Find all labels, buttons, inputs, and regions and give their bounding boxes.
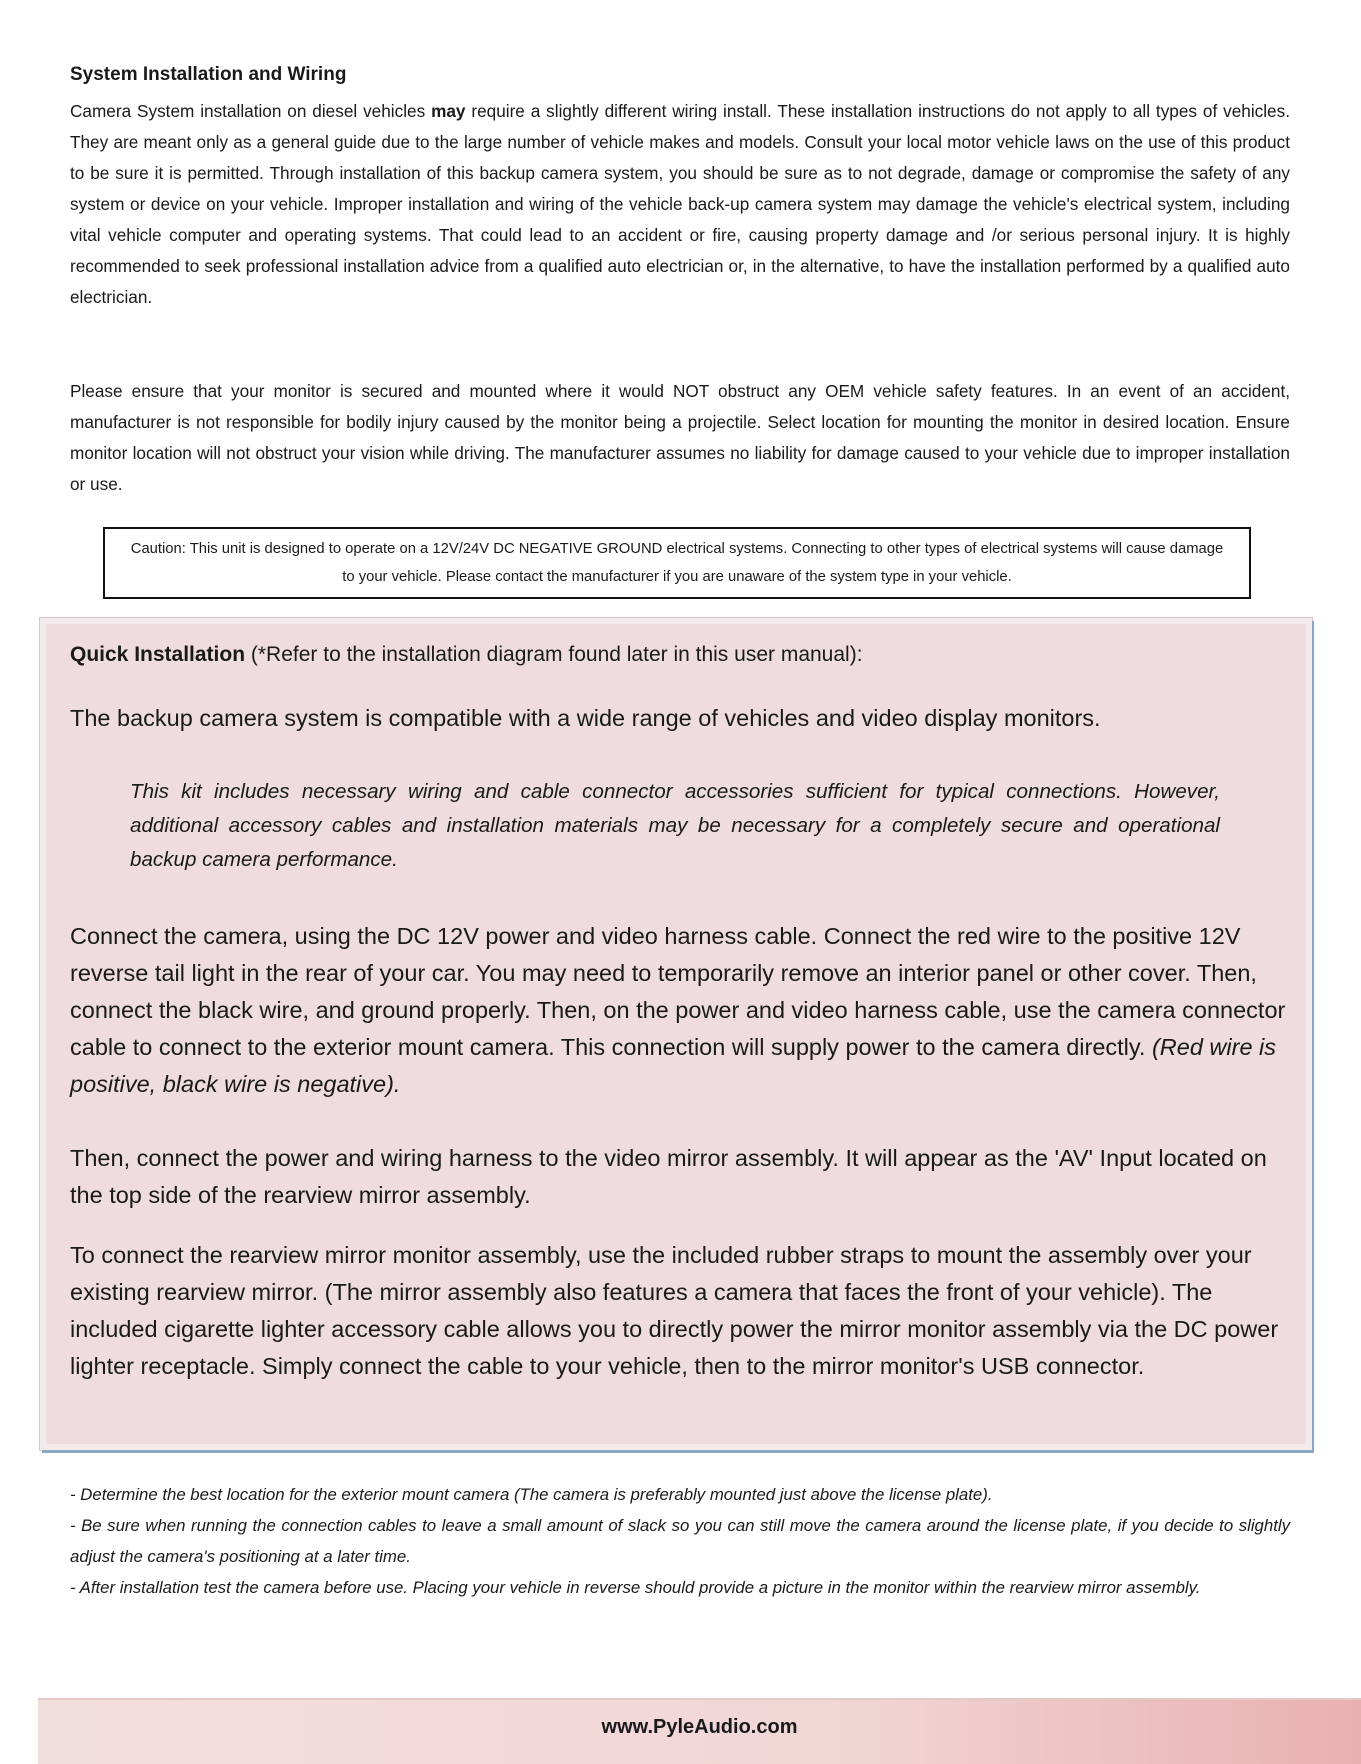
p1-bold-may: may xyxy=(431,101,466,121)
compatibility-statement: The backup camera system is compatible with a wide range of vehicles and video display monitors. xyxy=(70,705,1101,731)
section-title: System Installation and Wiring xyxy=(70,64,347,85)
quick-installation-subtitle: (*Refer to the installation diagram found later in this user manual): xyxy=(245,643,863,666)
connect-camera-text: Connect the camera, using the DC 12V power and video harness cable. Connect the red wire to the positive 12V reverse tail light in the rear of your car. You may need to temporarily remove an interior panel or other cover. Then, connect the black wire, and ground properly. Then, on the power and video harness cable, use the camera connector cable to connect to the exterior mount camera. This connection will supply power to the camera directly. xyxy=(70,923,1286,1060)
installation-tips xyxy=(70,1479,1290,1603)
mirror-monitor-paragraph: To connect the rearview mirror monitor assembly, use the included rubber straps to mount the assembly over your existing rearview mirror. (The mirror assembly also features a camera that faces the front of your vehicle). The included cigarette lighter accessory cable allows you to directly power the mirror monitor assembly via the DC power lighter receptacle. Simply connect the cable to your vehicle, then to the mirror monitor's USB connector. xyxy=(70,1242,1279,1379)
wire-polarity-note: (Red wire is positive, black wire is negative). xyxy=(70,1034,1277,1097)
caution-text: Caution: This unit is designed to operate on a 12V/24V DC NEGATIVE GROUND electrical systems. Connecting to other types of electrical systems will cause damage to your vehicle. Please contact the manufacturer if you are unaware of the system type in your vehicle. xyxy=(130,541,1224,585)
tip-item: - After installation test the camera before use. Placing your vehicle in reverse should provide a picture in the monitor within the rearview mirror assembly. xyxy=(70,1578,1201,1597)
connect-harness-paragraph: Then, connect the power and wiring harness to the video mirror assembly. It will appear as the 'AV' Input located on the top side of the rearview mirror assembly. xyxy=(70,1145,1267,1208)
quick-installation-title: Quick Installation xyxy=(70,643,246,666)
footer-website-link[interactable]: www.PyleAudio.com xyxy=(601,1716,798,1738)
installation-warning-paragraph xyxy=(70,96,1290,313)
kit-includes-note: This kit includes necessary wiring and cable connector accessories sufficient for typical connections. However, additional accessory cables and installation materials may be necessary for a completely secure and operational backup camera performance. xyxy=(130,780,1220,871)
monitor-mounting-paragraph: Please ensure that your monitor is secured and mounted where it would NOT obstruct any OEM vehicle safety features. In an event of an accident, manufacturer is not responsible for bodily injury caused by the monitor being a projectile. Select location for mounting the monitor in desired location. Ensure monitor location will not obstruct your vision while driving. The manufacturer assumes no liability for damage caused to your vehicle due to improper installation or use. xyxy=(70,381,1290,494)
tip-item: - Be sure when running the connection cables to leave a small amount of slack so you can still move the camera around the license plate, if you decide to slightly adjust the camera's positioning at a later time. xyxy=(70,1516,1290,1566)
connect-camera-paragraph xyxy=(70,918,1292,1103)
p1-text-start: Camera System installation on diesel vehicles xyxy=(70,101,432,121)
caution-box xyxy=(103,527,1251,599)
tip-item: - Determine the best location for the exterior mount camera (The camera is preferably mounted just above the license plate). xyxy=(70,1485,993,1504)
p1-text-rest: require a slightly different wiring install. These installation instructions do not apply to all types of vehicles. They are meant only as a general guide due to the large number of vehicle makes and models. Consult your local motor vehicle laws on the use of this product to be sure it is permitted. Through installation of this backup camera system, you should be sure as to not degrade, damage or compromise the safety of any system or device on your vehicle. Improper installation and wiring of the vehicle back-up camera system may damage the vehicle's electrical system, including vital vehicle computer and operating systems. That could lead to an accident or fire, causing property damage and /or serious personal injury. It is highly recommended to seek professional installation advice from a qualified auto electrician or, in the alternative, to have the installation performed by a qualified auto electrician. xyxy=(70,101,1290,307)
page-footer xyxy=(38,1698,1361,1764)
quick-installation-heading xyxy=(70,643,863,667)
